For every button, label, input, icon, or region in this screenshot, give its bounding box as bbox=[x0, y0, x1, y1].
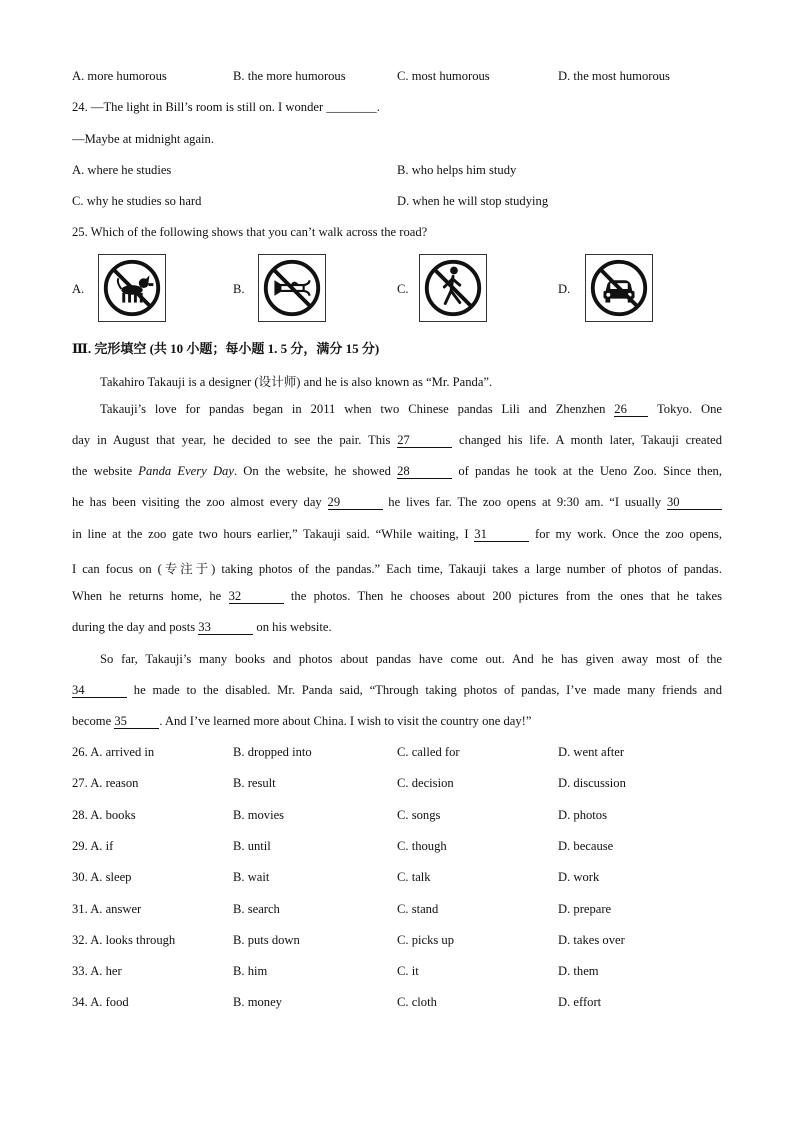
question-27-option-b: B. result bbox=[233, 776, 276, 790]
question-31-option-a: 31. A. answer bbox=[72, 902, 142, 916]
question-28-option-a: 28. A. books bbox=[72, 808, 136, 822]
question-27-option-a: 27. A. reason bbox=[72, 776, 139, 790]
blank-29: 29 bbox=[328, 496, 383, 510]
question-34-option-d: D. effort bbox=[558, 995, 602, 1009]
blank-35: 35 bbox=[114, 715, 159, 729]
passage-line: 34 he made to the disabled. Mr. Panda said, “Through taking photos of pandas, I’ve made many friends and bbox=[72, 683, 722, 697]
question-26-option-d: D. went after bbox=[558, 745, 625, 759]
question-31-option-b: B. search bbox=[233, 902, 280, 916]
question-28-option-d: D. photos bbox=[558, 808, 607, 822]
question-29-option-b: B. until bbox=[233, 839, 271, 853]
no-cars-sign-icon bbox=[585, 254, 653, 322]
question-34-option-c: C. cloth bbox=[397, 995, 437, 1009]
question-32-option-b: B. puts down bbox=[233, 933, 300, 947]
blank-28: 28 bbox=[397, 465, 452, 479]
question-30-option-c: C. talk bbox=[397, 870, 431, 884]
question-34-option-b: B. money bbox=[233, 995, 282, 1009]
q23-option-d: D. the most humorous bbox=[558, 69, 670, 83]
question-33-option-c: C. it bbox=[397, 964, 419, 978]
q25-option-d-label: D. bbox=[558, 282, 571, 296]
passage-line: he has been visiting the zoo almost every day 29 he lives far. The zoo opens at 9:30 am. “I usually 30 bbox=[72, 495, 722, 510]
question-33-option-b: B. him bbox=[233, 964, 268, 978]
question-28-option-c: C. songs bbox=[397, 808, 441, 822]
q23-option-b: B. the more humorous bbox=[233, 69, 346, 83]
no-horn-sign-icon bbox=[258, 254, 326, 322]
question-26-option-c: C. called for bbox=[397, 745, 460, 759]
q24-question: 24. —The light in Bill’s room is still on. I wonder ________. bbox=[72, 100, 380, 114]
no-pedestrians-sign-icon bbox=[419, 254, 487, 322]
q24-option-d: D. when he will stop studying bbox=[397, 194, 549, 208]
q25-option-c-label: C. bbox=[397, 282, 409, 296]
question-29-option-c: C. though bbox=[397, 839, 447, 853]
blank-34: 34 bbox=[72, 684, 127, 698]
q24-option-b: B. who helps him study bbox=[397, 163, 517, 177]
passage-line: during the day and posts 33 on his website. bbox=[72, 620, 332, 634]
blank-32: 32 bbox=[229, 590, 284, 604]
q25-option-a-label: A. bbox=[72, 282, 85, 296]
question-32-option-d: D. takes over bbox=[558, 933, 625, 947]
passage-paragraph-3: So far, Takauji’s many books and photos about pandas have come out. And he has given away most of the bbox=[100, 652, 722, 666]
question-30-option-b: B. wait bbox=[233, 870, 270, 884]
question-28-option-b: B. movies bbox=[233, 808, 285, 822]
question-34-option-a: 34. A. food bbox=[72, 995, 129, 1009]
question-26-option-b: B. dropped into bbox=[233, 745, 312, 759]
question-33-option-d: D. them bbox=[558, 964, 599, 978]
website-name: Panda Every Day bbox=[138, 464, 234, 478]
passage-line: I can focus on (专注于) taking photos of the pandas.” Each time, Takauji takes a large number of photos of pandas. bbox=[72, 562, 722, 576]
blank-33: 33 bbox=[198, 621, 253, 635]
passage-line: When he returns home, he 32 the photos. Then he chooses about 200 pictures from the ones that he takes bbox=[72, 589, 722, 603]
passage-line: day in August that year, he decided to see the pair. This 27 changed his life. A month later, Takauji created bbox=[72, 433, 722, 447]
passage-line: become 35 . And I’ve learned more about China. I wish to visit the country one day!” bbox=[72, 714, 532, 728]
passage-line: Takauji’s love for pandas began in 2011 when two Chinese pandas Lili and Zhenzhen 26 Tokyo. One bbox=[100, 402, 722, 416]
section-title: Ⅲ. 完形填空 (共 10 小题；每小题 1. 5 分，满分 15 分) bbox=[72, 341, 380, 356]
question-26-option-a: 26. A. arrived in bbox=[72, 745, 155, 759]
passage-line: the website Panda Every Day. On the website, he showed 28 of pandas he took at the Ueno Zoo. Since then, bbox=[72, 464, 722, 478]
blank-26: 26 bbox=[614, 403, 648, 417]
question-27-option-d: D. discussion bbox=[558, 776, 626, 790]
blank-27: 27 bbox=[397, 434, 452, 448]
question-32-option-a: 32. A. looks through bbox=[72, 933, 176, 947]
passage-paragraph-1: Takahiro Takauji is a designer (设计师) and he is also known as “Mr. Panda”. bbox=[100, 375, 493, 389]
blank-31: 31 bbox=[474, 528, 529, 542]
passage-line: in line at the zoo gate two hours earlier,” Takauji said. “While waiting, I 31 for my work. Once the zoo opens, bbox=[72, 527, 722, 541]
question-30-option-a: 30. A. sleep bbox=[72, 870, 132, 884]
q23-option-a: A. more humorous bbox=[72, 69, 167, 83]
question-30-option-d: D. work bbox=[558, 870, 600, 884]
question-29-option-d: D. because bbox=[558, 839, 614, 853]
q24-option-a: A. where he studies bbox=[72, 163, 172, 177]
question-31-option-c: C. stand bbox=[397, 902, 439, 916]
q25-option-b-label: B. bbox=[233, 282, 245, 296]
no-dogs-sign-icon bbox=[98, 254, 166, 322]
q24-option-c: C. why he studies so hard bbox=[72, 194, 202, 208]
question-29-option-a: 29. A. if bbox=[72, 839, 114, 853]
q23-option-c: C. most humorous bbox=[397, 69, 490, 83]
q25-question: 25. Which of the following shows that you can’t walk across the road? bbox=[72, 225, 428, 239]
question-33-option-a: 33. A. her bbox=[72, 964, 122, 978]
question-27-option-c: C. decision bbox=[397, 776, 454, 790]
question-32-option-c: C. picks up bbox=[397, 933, 455, 947]
blank-30: 30 bbox=[667, 496, 722, 510]
q24-reply: —Maybe at midnight again. bbox=[72, 132, 214, 146]
question-31-option-d: D. prepare bbox=[558, 902, 612, 916]
